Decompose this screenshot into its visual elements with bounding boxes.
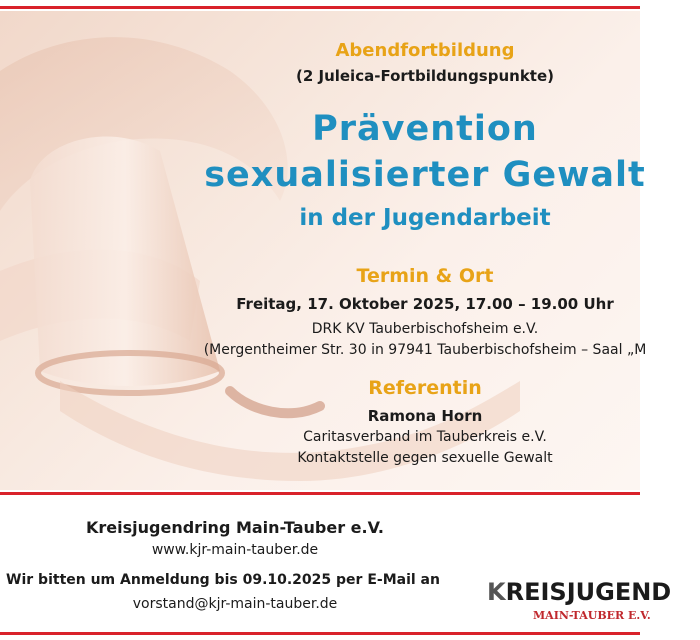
speaker-role: Kontaktstelle gegen sexuelle Gewalt: [297, 450, 553, 466]
speaker-heading: Referentin: [368, 377, 482, 399]
speaker-name: Ramona Horn: [367, 407, 483, 425]
event-address: (Mergentheimer Str. 30 in 97941 Tauberbischofsheim – Saal „M: [203, 342, 647, 358]
logo-initial: K: [487, 578, 506, 606]
bottom-red-rule: [0, 632, 640, 635]
title-subtitle: in der Jugendarbeit: [299, 205, 551, 231]
kreisjugendring-logo-wordmark: [487, 578, 671, 606]
registration-email-link[interactable]: vorstand@kjr-main-tauber.de: [132, 596, 338, 612]
registration-note: Wir bitten um Anmeldung bis 09.10.2025 per E-Mail an: [6, 572, 440, 588]
event-datetime: Freitag, 17. Oktober 2025, 17.00 – 19.00 Uhr: [236, 295, 614, 313]
logo-subline: MAIN-TAUBER E.V.: [533, 609, 651, 622]
middle-red-rule: [0, 492, 640, 495]
event-venue: DRK KV Tauberbischofsheim e.V.: [311, 321, 539, 337]
juleica-points-note: (2 Juleica-Fortbildungspunkte): [295, 67, 555, 85]
termin-heading: Termin & Ort: [356, 265, 494, 287]
logo-word: REISJUGEND: [505, 578, 672, 606]
organizer-name: Kreisjugendring Main-Tauber e.V.: [86, 518, 384, 537]
hero-section: [0, 11, 647, 490]
top-red-rule: [0, 6, 640, 9]
event-type-label: Abendfortbildung: [335, 40, 515, 61]
speaker-organization: Caritasverband im Tauberkreis e.V.: [303, 429, 547, 445]
title-line-2: sexualisierter Gewalt: [204, 155, 646, 195]
title-line-1: Prävention: [312, 109, 538, 149]
organizer-website-link[interactable]: www.kjr-main-tauber.de: [151, 542, 319, 558]
